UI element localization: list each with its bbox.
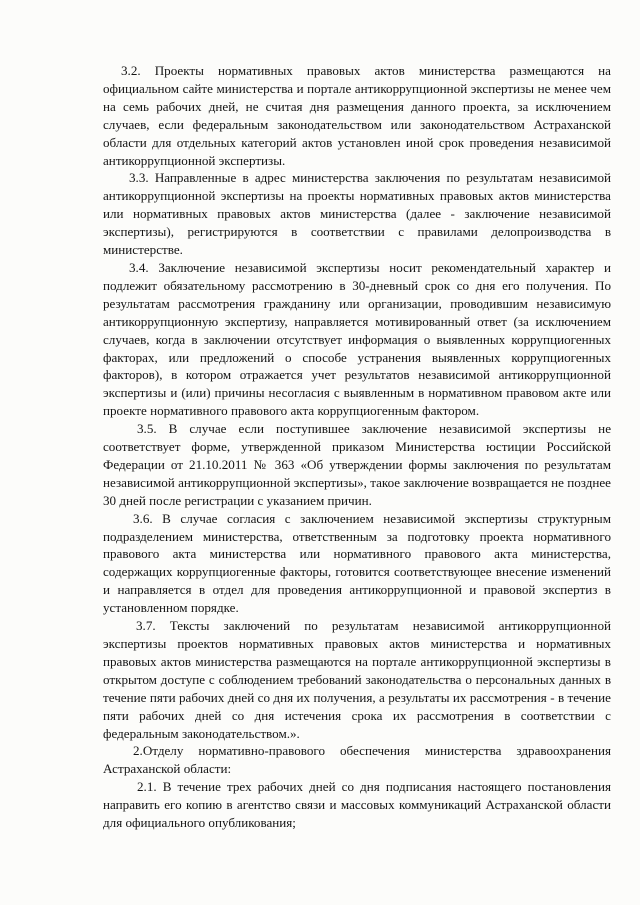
paragraph-3-7: 3.7. Тексты заключений по результатам независимой антикоррупционной экспертизы проектов нормативных правовых актов министерства и нормативных правовых актов министерства размещаются на портале антикоррупционной экспертизы в открытом доступе с соблюдением требований законодательства о персональных данных в течение пяти рабочих дней со дня их получения, а результаты их рассмотрения - в течение пяти рабочих дней со дня истечения срока их рассмотрения в соответствии с федеральным законодательством.». — [103, 618, 611, 741]
paragraph-2: 2.Отделу нормативно-правового обеспечения министерства здравоохранения Астраханской области: — [103, 743, 611, 777]
document-body — [103, 62, 611, 832]
paragraph-3-3: 3.3. Направленные в адрес министерства заключения по результатам независимой антикоррупционной экспертизы на проекты нормативных правовых актов министерства или нормативных правовых актов министерства (далее - заключение независимой экспертизы), регистрируются в соответствии с правилами делопроизводства в министерстве. — [103, 170, 611, 258]
paragraph-2-1: 2.1. В течение трех рабочих дней со дня подписания настоящего постановления направить его копию в агентство связи и массовых коммуникаций Астраханской области для официального опубликования; — [103, 779, 611, 831]
paragraph-3-2: 3.2. Проекты нормативных правовых актов министерства размещаются на официальном сайте министерства и портале антикоррупционной экспертизы не менее чем на семь рабочих дней, не считая дня размещения данного проекта, за исключением случаев, если федеральным законодательством или законодательством Астраханской области для отдельных категорий актов установлен иной срок проведения независимой антикоррупционной экспертизы. — [103, 63, 611, 168]
paragraph-3-6: 3.6. В случае согласия с заключением независимой экспертизы структурным подразделением министерства, ответственным за подготовку проекта нормативного правового акта министерства или нормативного правового акта министерства, содержащих коррупциогенные факторы, готовится соответствующее внесение изменений и направляется в отдел для проведения антикоррупционной и правовой экспертиз в установленном порядке. — [103, 510, 611, 616]
paragraph-3-5: 3.5. В случае если поступившее заключение независимой экспертизы не соответствует форме, утвержденной приказом Министерства юстиции Российской Федерации от 21.10.2011 № 363 «Об утверждении формы заключения по результатам независимой антикоррупционной экспертизы», такое заключение возвращается не позднее 30 дней после регистрации с указанием причин. — [103, 421, 611, 508]
paragraph-3-4: 3.4. Заключение независимой экспертизы носит рекомендательный характер и подлежит обязательному рассмотрению в 30-дневный срок со дня его получения. По результатам рассмотрения гражданину или организации, проводившим независимую антикоррупционную экспертизу, направляется мотивированный ответ (за исключением случаев, когда в заключении отсутствует информация о выявленных коррупциогенных факторах, или предложений о способе устранения выявленных коррупциогенных факторов), в котором отражается учет результатов независимой антикоррупционной экспертизы и (или) причины несогласия с выявленным в нормативном правовом акте или проекте нормативного правового акта коррупциогенным фактором. — [103, 259, 611, 419]
